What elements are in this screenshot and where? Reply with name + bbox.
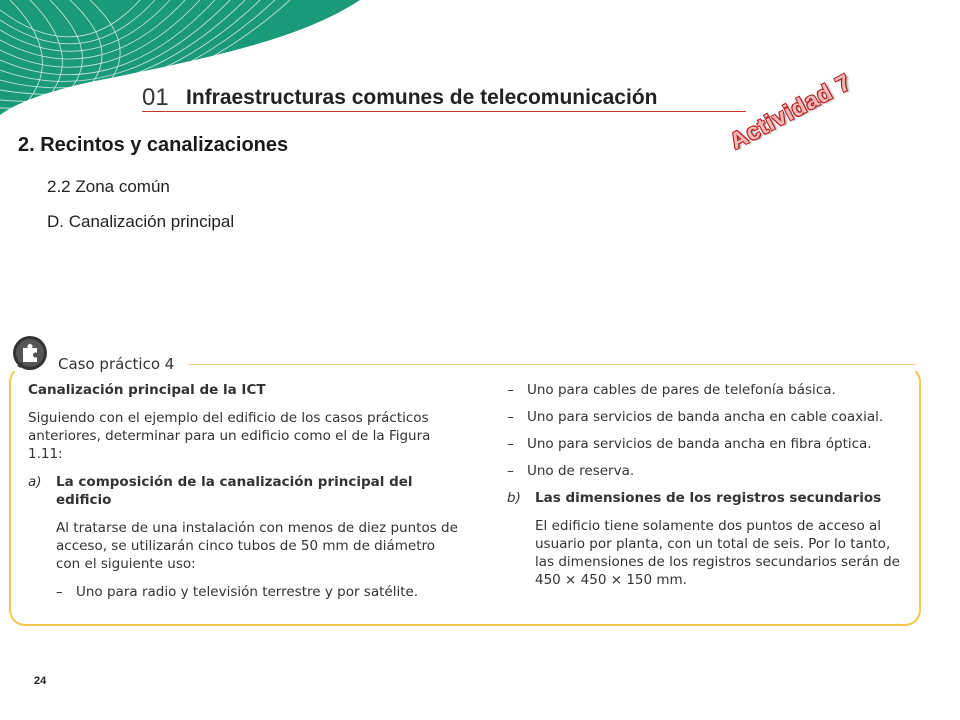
activity-stamp: Actividad 7 <box>725 68 856 155</box>
subsubsection-title: D. Canalización principal <box>47 212 235 231</box>
case-label: Caso práctico 4 <box>58 355 175 373</box>
dash-bullet: – <box>507 463 514 479</box>
list-item-text: Uno para servicios de banda ancha en fibra óptica. <box>527 436 872 452</box>
dash-bullet: – <box>507 436 514 452</box>
dash-bullet: – <box>507 382 514 398</box>
list-item <box>507 435 911 453</box>
item-b-title: Las dimensiones de los registros secundarios <box>535 490 882 506</box>
item-a-title: La composición de la canalización principal del edificio <box>56 474 413 508</box>
item-a-use-list <box>28 583 458 601</box>
item-b-letter: b) <box>507 490 521 506</box>
chapter-header <box>142 82 746 112</box>
section-title: 2. Recintos y canalizaciones <box>18 134 289 156</box>
case-heading: Canalización principal de la ICT <box>28 382 266 398</box>
case-divider <box>188 364 916 365</box>
dash-bullet: – <box>56 584 63 600</box>
list-item <box>507 408 911 426</box>
item-b <box>507 489 911 507</box>
case-right-column <box>507 381 911 599</box>
case-left-column <box>28 381 458 611</box>
item-a-body: Al tratarse de una instalación con menos de diez puntos de acceso, se utilizarán cinco tubos de 50 mm de diámetro con el siguiente uso: <box>56 520 458 572</box>
list-item-text: Uno para cables de pares de telefonía básica. <box>527 382 836 398</box>
list-item-text: Uno de reserva. <box>527 463 635 479</box>
dash-bullet: – <box>507 409 514 425</box>
item-b-body: El edificio tiene solamente dos puntos de acceso al usuario por planta, con un total de seis. Por lo tanto, las dimensiones de los registros secundarios serán de 450 × 450 × 150 mm. <box>535 518 900 588</box>
list-item-text: Uno para radio y televisión terrestre y por satélite. <box>76 584 419 600</box>
list-item <box>56 583 458 601</box>
case-intro: Siguiendo con el ejemplo del edificio de los casos prácticos anteriores, determinar para un edificio como el de la Figura 1.11: <box>28 410 431 462</box>
chapter-number: 01 <box>142 84 169 111</box>
subsection-title: 2.2 Zona común <box>47 177 170 196</box>
list-item <box>507 462 911 480</box>
item-a <box>28 473 458 509</box>
page-number: 24 <box>34 675 47 687</box>
chapter-title: Infraestructuras comunes de telecomunicación <box>186 86 658 109</box>
item-a-letter: a) <box>28 474 42 490</box>
list-item-text: Uno para servicios de banda ancha en cable coaxial. <box>527 409 884 425</box>
list-item <box>507 381 911 399</box>
